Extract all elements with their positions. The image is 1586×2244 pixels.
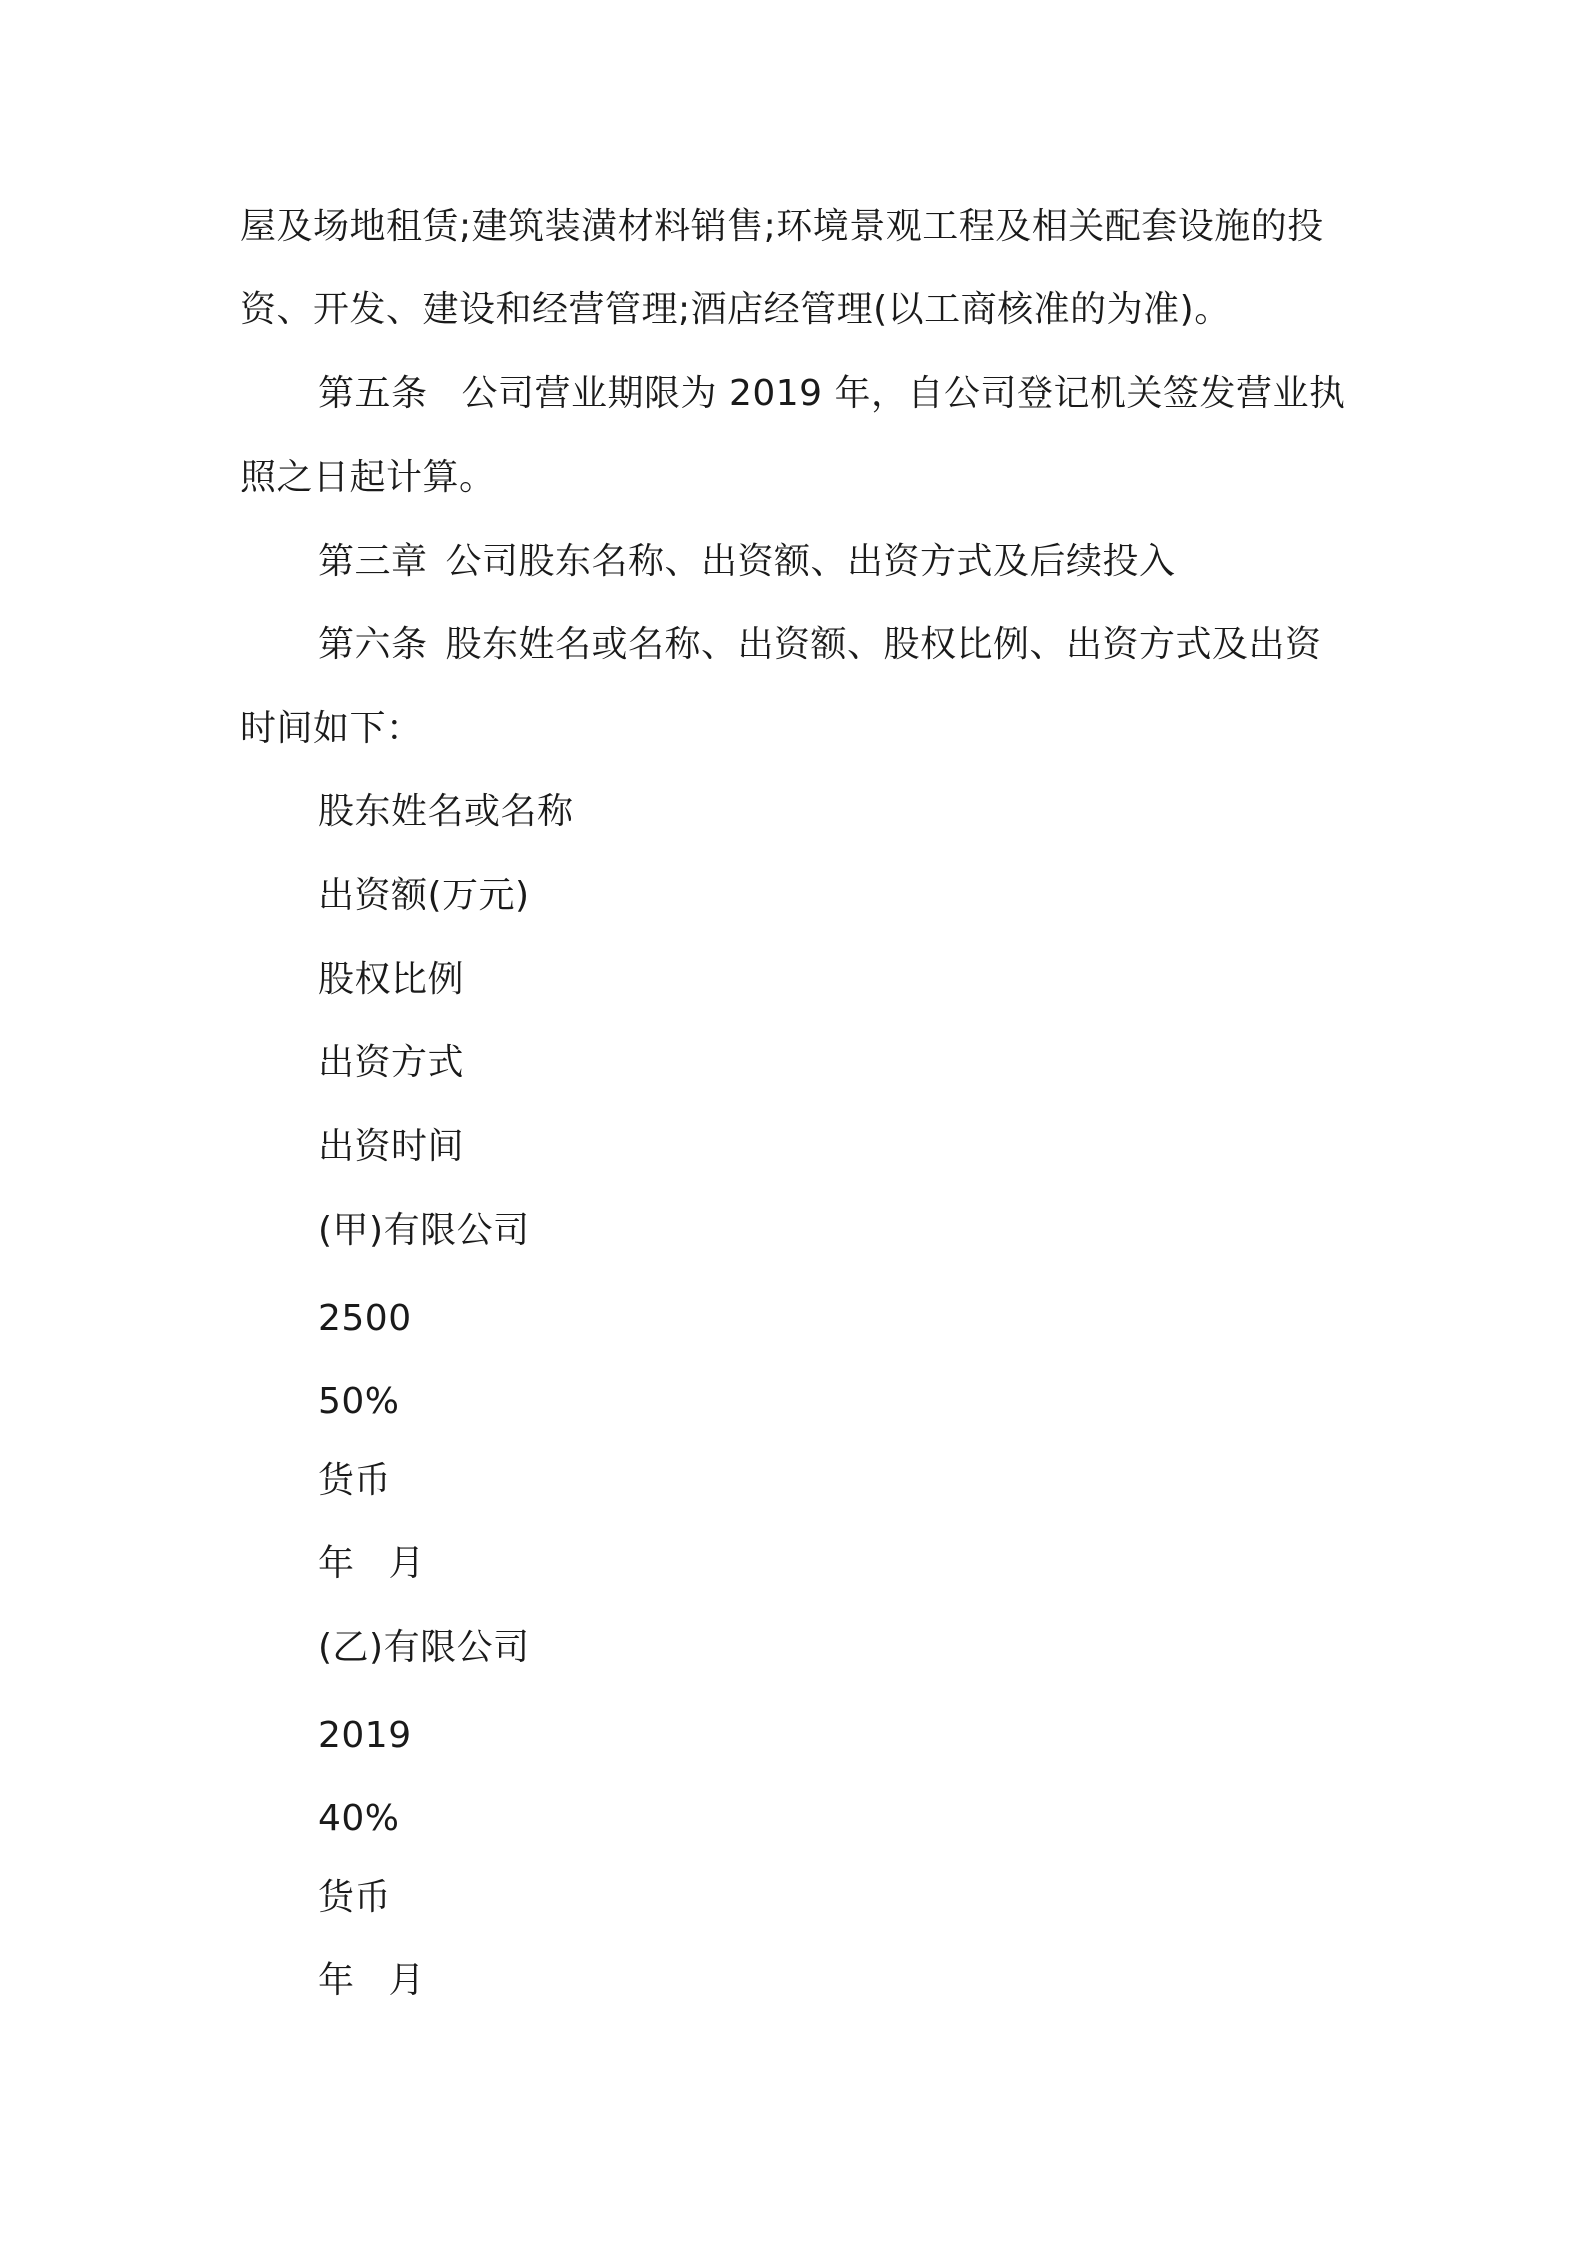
shareholder-2-month: 月: [388, 1960, 426, 2001]
table-header-method: 出资方式: [318, 1042, 465, 1083]
table-header-amount: 出资额(万元): [318, 875, 530, 916]
shareholder-1-ratio: 50%: [318, 1381, 400, 1422]
article-5-label: 第五条: [318, 373, 428, 414]
shareholder-2-ratio: 40%: [318, 1798, 400, 1839]
article-6-text: 股东姓名或名称、出资额、股权比例、出资方式及出资: [445, 624, 1322, 665]
shareholder-2-amount: 2019: [318, 1715, 412, 1756]
shareholder-2-time: [318, 1960, 426, 2001]
article-6-label: 第六条: [318, 624, 428, 665]
shareholder-1-month: 月: [388, 1543, 426, 1584]
shareholder-2-method: 货币: [318, 1877, 392, 1918]
table-header-ratio: 股权比例: [318, 959, 465, 1000]
table-header-name: 股东姓名或名称: [318, 791, 574, 832]
article-5-line-2: 照之日起计算。: [240, 457, 496, 498]
table-header-time: 出资时间: [318, 1126, 465, 1167]
shareholder-2-name: (乙)有限公司: [318, 1627, 530, 1668]
article-5-text: 公司营业期限为 2019 年，自公司登记机关签发营业执: [461, 373, 1346, 414]
article-6-line-1: [318, 624, 1322, 665]
article-5-line-1: [318, 373, 1346, 414]
chapter-3-heading: [318, 541, 1176, 582]
shareholder-1-time: [318, 1543, 426, 1584]
business-scope-line-1: 屋及场地租赁;建筑装潢材料销售;环境景观工程及相关配套设施的投: [240, 206, 1324, 247]
shareholder-1-method: 货币: [318, 1460, 392, 1501]
article-6-line-2: 时间如下：: [240, 708, 423, 749]
business-scope-line-2: 资、开发、建设和经营管理;酒店经管理(以工商核准的为准)。: [240, 289, 1231, 330]
chapter-3-label: 第三章: [318, 541, 428, 582]
chapter-3-title: 公司股东名称、出资额、出资方式及后续投入: [445, 541, 1176, 582]
shareholder-2-year: 年: [318, 1960, 355, 2001]
shareholder-1-amount: 2500: [318, 1298, 412, 1339]
shareholder-1-name: (甲)有限公司: [318, 1210, 530, 1251]
shareholder-1-year: 年: [318, 1543, 355, 1584]
